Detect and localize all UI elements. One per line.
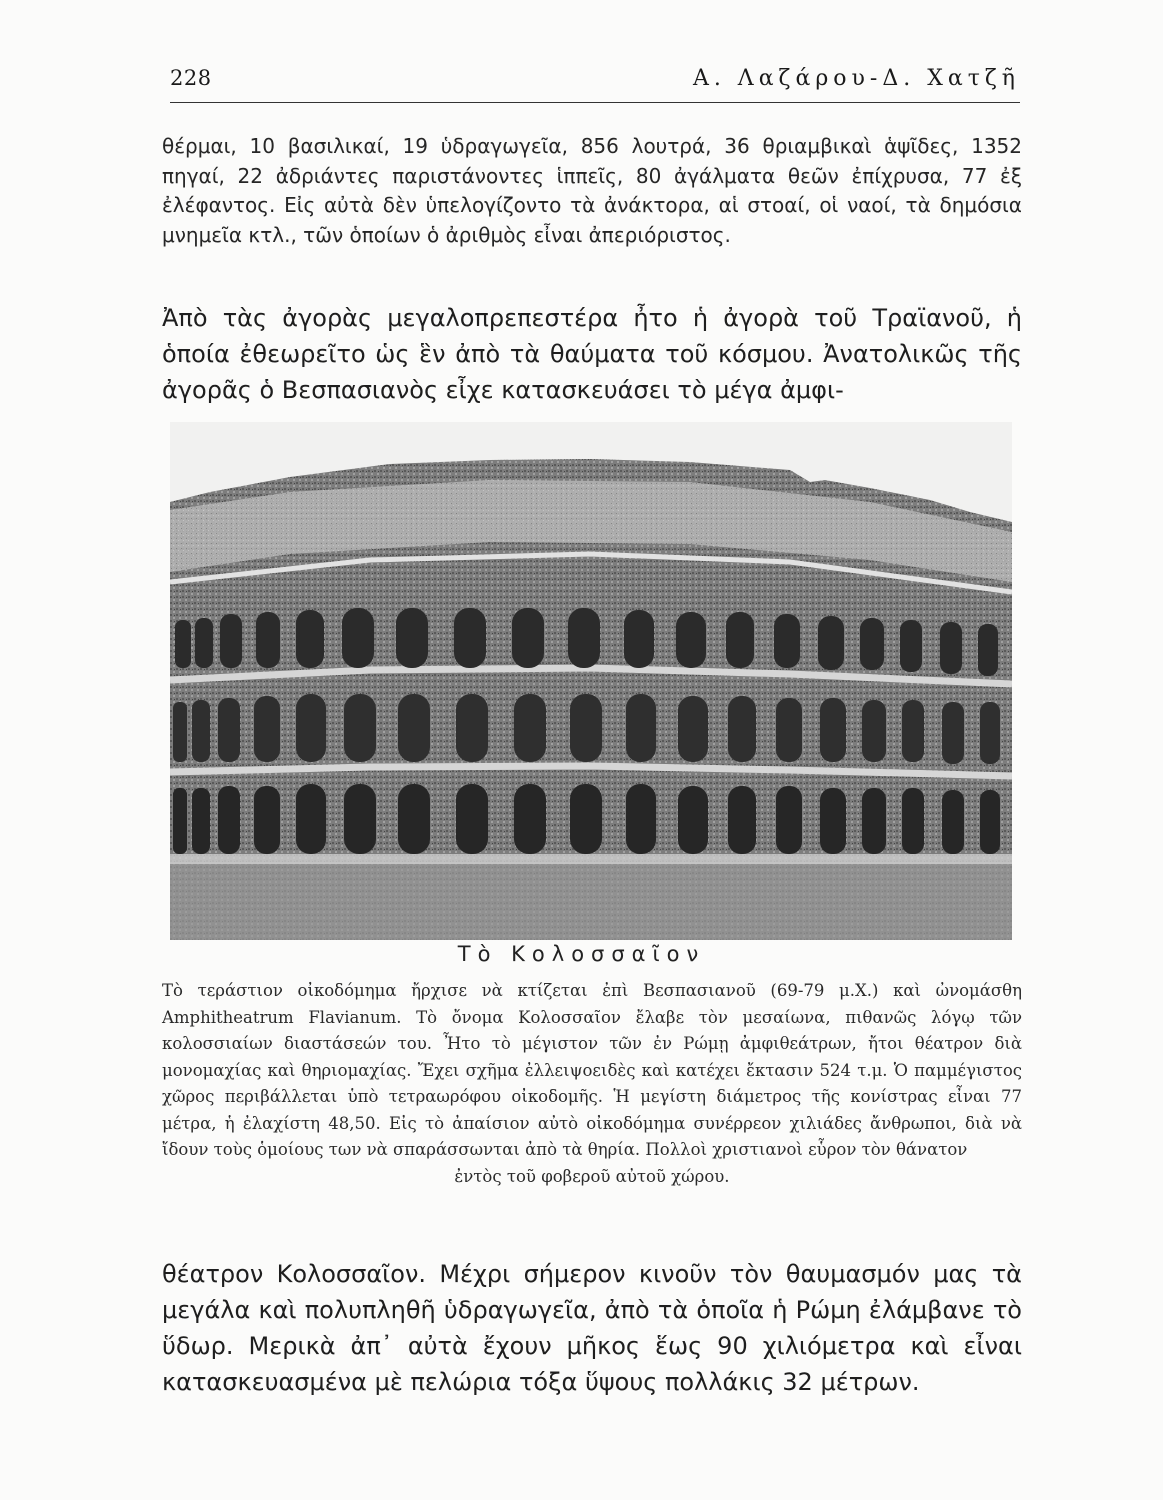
running-head: Α. Λαζάρου-Δ. Χατζῆ	[692, 66, 1020, 91]
page-header	[170, 62, 1020, 103]
closing-paragraph: θέατρον Κολοσσαῖον. Μέχρι σήμερον κινοῦν τὸν θαυμασμόν μας τὰ μεγάλα καὶ πολυπληθῆ ὑδραγωγεῖα, ἀπὸ τὰ ὁποῖα ἡ Ρώμη ἐλάμβανε τὸ ὕδωρ. Μερικὰ ἀπ᾿ αὐτὰ ἔχουν μῆκος ἕως 90 χιλιόμετρα καὶ εἶναι κατασκευασμένα μὲ πελώρια τόξα ὕψους πολλάκις 32 μέτρων.	[162, 1260, 1022, 1396]
forum-paragraph: Ἀπὸ τὰς ἀγορὰς μεγαλοπρεπεστέρα ἦτο ἡ ἀγορὰ τοῦ Τραϊανοῦ, ἡ ὁποία ἐθεωρεῖτο ὡς ἓν ἀπὸ τὰ θαύματα τοῦ κόσμου. Ἀνατολικῶς τῆς ἀγορᾶς ὁ Βεσπασιανὸς εἶχε κατασκευάσει τὸ μέγα ἀμφι-	[162, 304, 1022, 404]
caption-body: Τὸ τεράστιον οἰκοδόμημα ἤρχισε νὰ κτίζεται ἐπὶ Βεσπασιανοῦ (69-79 μ.Χ.) καὶ ὠνομάσθη Amphitheatrum Flavianum. Τὸ ὄνομα Κολοσσαῖον ἔλαβε τὸν μεσαίωνα, πιθανῶς λόγῳ τῶν κολοσσιαίων διαστάσεών του. Ἦτο τὸ μέγιστον τῶν ἐν Ρώμῃ ἀμφιθεάτρων, ἤτοι θέατρον διὰ μονομαχίας καὶ θηριομαχίας. Ἔχει σχῆμα ἐλλειψοειδὲς καὶ κατέχει ἔκτασιν 524 τ.μ. Ὁ παμμέγιστος χῶρος περιβάλλεται ὑπὸ τετραωρόφου οἰκοδομῆς. Ἡ μεγίστη διάμετρος τῆς κονίστρας εἶναι 77 μέτρα, ἡ ἐλαχίστη 48,50. Εἰς τὸ ἀπαίσιον αὐτὸ οἰκοδόμημα συνέρρεον χιλιάδες ἄνθρωποι, διὰ νὰ ἴδουν τοὺς ὁμοίους των νὰ σπαράσσωνται ἀπὸ τὰ θηρία. Πολλοὶ χριστιανοὶ εὗρον τὸν θάνατον	[162, 981, 1022, 1159]
caption-last-line: ἐντὸς τοῦ φοβεροῦ αὐτοῦ χώρου.	[454, 1166, 730, 1186]
colosseum-photo	[170, 422, 1012, 940]
intro-paragraph: θέρμαι, 10 βασιλικαί, 19 ὑδραγωγεῖα, 856 λουτρά, 36 θριαμβικαὶ ἁψῖδες, 1352 πηγαί, 22 ἀδριάντες παριστάνοντες ἱππεῖς, 80 ἀγάλματα θεῶν ἐπίχρυσα, 77 ἐξ ἐλέφαντος. Εἰς αὐτὰ δὲν ὑπελογίζοντο τὰ ἀνάκτορα, αἱ στοαί, οἱ ναοί, τὰ δημόσια μνημεῖα κτλ., τῶν ὁποίων ὁ ἀριθμὸς εἶναι ἀπεριόριστος.	[162, 134, 1022, 247]
caption-text	[162, 978, 1022, 1190]
page-number: 228	[170, 66, 212, 90]
caption-title: Τὸ Κολοσσαῖον	[457, 942, 706, 966]
